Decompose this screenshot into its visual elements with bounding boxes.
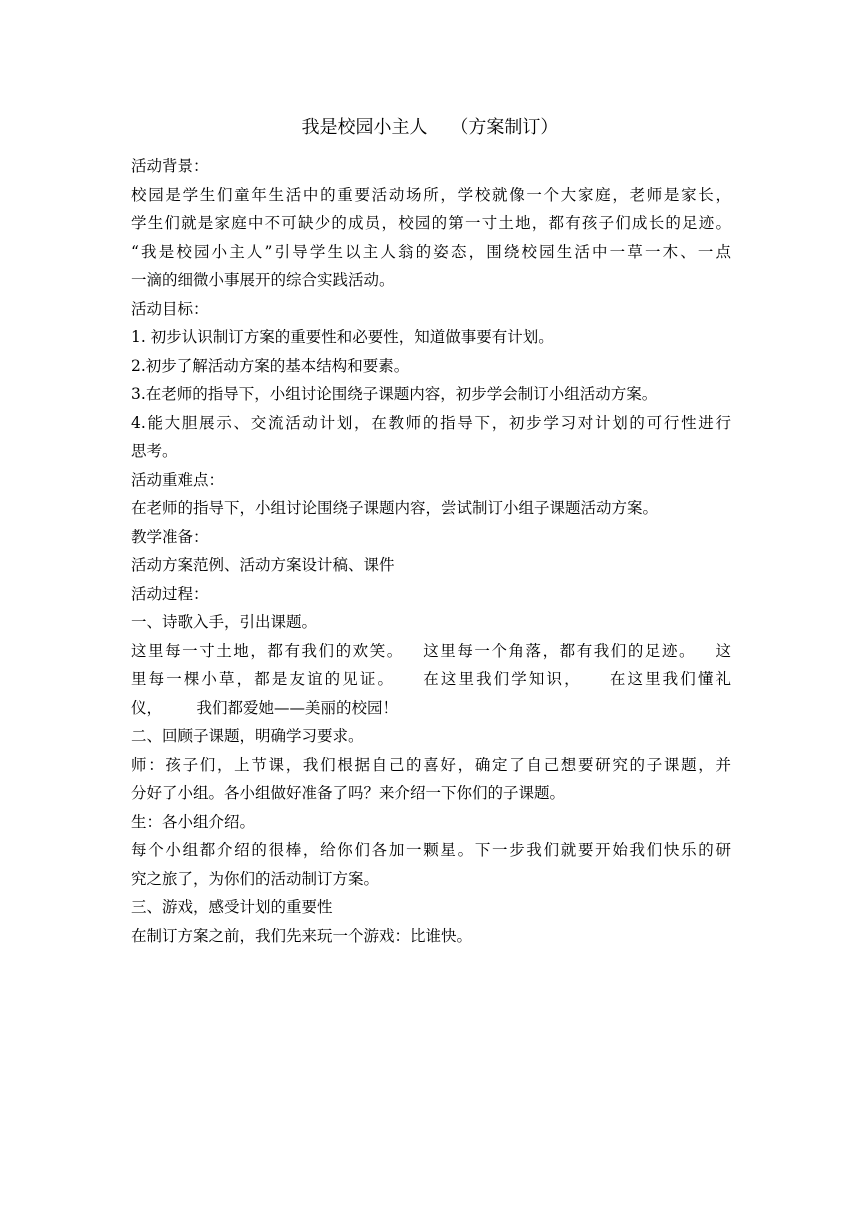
poem-line: 里每一棵小草，都是友谊的见证。 在这里我们学知识， 在这里我们懂礼 <box>131 670 731 688</box>
section-heading: 教学准备： <box>131 527 209 546</box>
section-heading: 活动背景： <box>131 157 209 175</box>
paragraph-line: 究之旅了，为你们的活动制订方案。 <box>131 869 380 888</box>
list-item: 3.在老师的指导下，小组讨论围绕子课题内容，初步学会制订小组活动方案。 <box>131 385 658 403</box>
paragraph-line: 分好了小组。各小组做好准备了吗？来介绍一下你们的子课题。 <box>131 784 566 802</box>
step-heading: 三、游戏，感受计划的重要性 <box>131 898 333 916</box>
paragraph-line: 师：孩子们，上节课，我们根据自己的喜好，确定了自己想要研究的子课题，并 <box>131 755 731 774</box>
paragraph-line: 生：各小组介绍。 <box>131 812 256 831</box>
step-heading: 二、回顾子课题，明确学习要求。 <box>131 727 364 745</box>
paragraph-line: 活动方案范例、活动方案设计稿、课件 <box>131 556 395 574</box>
section-heading: 活动过程： <box>131 584 209 603</box>
paragraph-line: 一滴的细微小事展开的综合实践活动。 <box>131 271 395 289</box>
paragraph-line: 校园是学生们童年生活中的重要活动场所，学校就像一个大家庭，老师是家长， <box>131 185 731 204</box>
paragraph-line: 在老师的指导下，小组讨论围绕子课题内容，尝试制订小组子课题活动方案。 <box>131 499 659 517</box>
section-heading: 活动目标： <box>131 299 209 318</box>
list-item: 1. 初步认识制订方案的重要性和必要性，知道做事要有计划。 <box>131 328 554 346</box>
paragraph-line: 每个小组都介绍的很棒，给你们各加一颗星。下一步我们就要开始我们快乐的研 <box>131 841 731 859</box>
paragraph-line: 学生们就是家庭中不可缺少的成员，校园的第一寸土地，都有孩子们成长的足迹。 <box>131 214 731 232</box>
poem-line: 这里每一寸土地，都有我们的欢笑。 这里每一个角落，都有我们的足迹。 这 <box>131 641 731 660</box>
list-item: 4.能大胆展示、交流活动计划，在教师的指导下，初步学习对计划的可行性进行 <box>131 413 731 432</box>
list-item: 思考。 <box>131 442 178 460</box>
paragraph-line: “我是校园小主人”引导学生以主人翁的姿态，围绕校园生活中一草一木、一点 <box>131 242 731 261</box>
step-heading: 一、诗歌入手，引出课题。 <box>131 613 318 631</box>
poem-line: 仪， 我们都爱她——美丽的校园！ <box>131 698 398 717</box>
list-item: 2.初步了解活动方案的基本结构和要素。 <box>131 356 410 375</box>
document-title: 我是校园小主人 （方案制订） <box>301 117 559 138</box>
paragraph-line: 在制订方案之前，我们先来玩一个游戏：比谁快。 <box>131 926 473 945</box>
document-body <box>131 152 731 950</box>
section-heading: 活动重难点： <box>131 470 225 489</box>
